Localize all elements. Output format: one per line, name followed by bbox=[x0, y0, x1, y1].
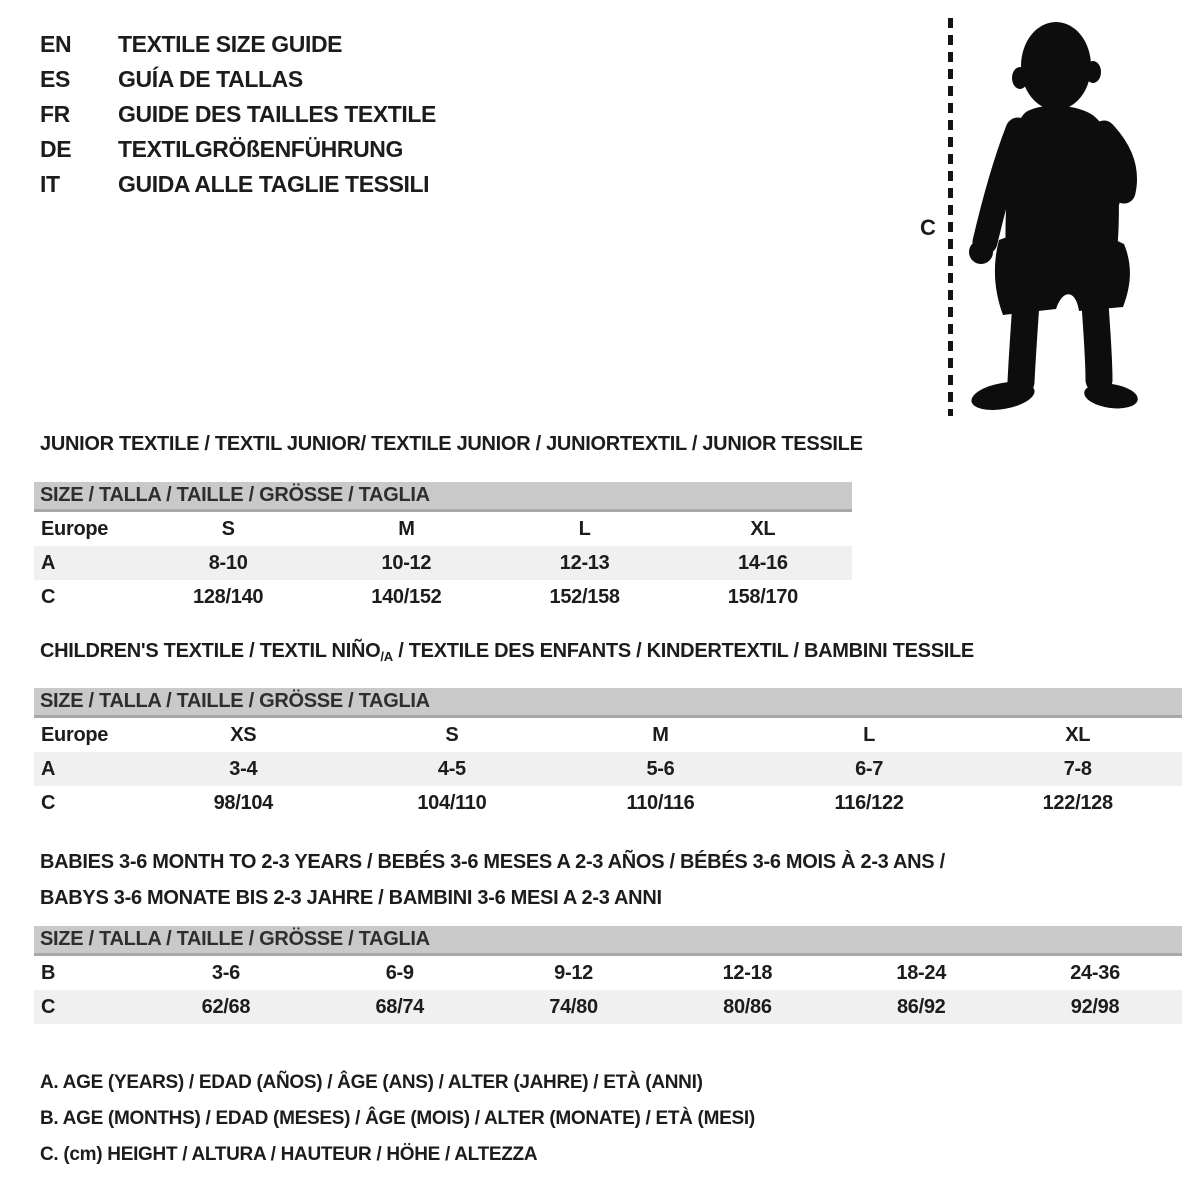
row-label: Europe bbox=[41, 724, 109, 746]
size-cell: 3-4 bbox=[229, 758, 258, 780]
size-cell: L bbox=[863, 724, 876, 746]
table-row-b bbox=[34, 956, 1182, 990]
size-cell: M bbox=[652, 724, 669, 746]
size-cell: S bbox=[221, 518, 235, 540]
measure-label-c: C bbox=[920, 215, 936, 240]
title-text: CHILDREN'S TEXTILE / TEXTIL NIÑO bbox=[40, 640, 381, 662]
size-cell: 12-18 bbox=[722, 962, 773, 984]
language-code: ES bbox=[40, 66, 70, 92]
size-cell: 68/74 bbox=[375, 996, 425, 1018]
size-cell: L bbox=[578, 518, 591, 540]
size-cell: 6-7 bbox=[855, 758, 884, 780]
size-cell: 116/122 bbox=[834, 792, 904, 814]
language-code: FR bbox=[40, 101, 70, 127]
table-row-europe bbox=[34, 512, 852, 546]
language-code: IT bbox=[40, 171, 60, 197]
language-row-it bbox=[40, 167, 436, 202]
junior-table-title: JUNIOR TEXTILE / TEXTIL JUNIOR/ TEXTILE JUNIOR / JUNIORTEXTIL / JUNIOR TESSILE bbox=[40, 433, 863, 455]
size-cell: 5-6 bbox=[646, 758, 675, 780]
size-cell: 18-24 bbox=[896, 962, 947, 984]
table-row-c bbox=[34, 990, 1182, 1024]
size-cell: 128/140 bbox=[193, 586, 264, 608]
legend-line-b: B. AGE (MONTHS) / EDAD (MESES) / ÂGE (MOIS) / ALTER (MONATE) / ETÀ (MESI) bbox=[40, 1108, 755, 1129]
row-label: B bbox=[41, 962, 56, 984]
row-label: C bbox=[41, 996, 56, 1018]
size-cell: 10-12 bbox=[381, 552, 432, 574]
size-cell: XL bbox=[750, 518, 776, 540]
babies-table-title-line2: BABYS 3-6 MONATE BIS 2-3 JAHRE / BAMBINI 3-6 MESI A 2-3 ANNI bbox=[40, 887, 662, 909]
row-label: A bbox=[41, 552, 56, 574]
language-code: EN bbox=[40, 31, 72, 57]
table-row-a bbox=[34, 752, 1182, 786]
language-title: GUIDA ALLE TAGLIE TESSILI bbox=[118, 171, 430, 197]
size-cell: M bbox=[398, 518, 415, 540]
language-title: GUIDE DES TAILLES TEXTILE bbox=[118, 101, 436, 127]
size-cell: XL bbox=[1065, 724, 1091, 746]
size-cell: 62/68 bbox=[201, 996, 251, 1018]
size-cell: 4-5 bbox=[437, 758, 466, 780]
size-cell: 14-16 bbox=[738, 552, 788, 574]
language-row-en bbox=[40, 27, 436, 62]
babies-table-title-line1: BABIES 3-6 MONTH TO 2-3 YEARS / BEBÉS 3-6 MESES A 2-3 AÑOS / BÉBÉS 3-6 MOIS À 2-3 ANS / bbox=[40, 851, 945, 873]
title-text: / TEXTILE DES ENFANTS / KINDERTEXTIL / BAMBINI TESSILE bbox=[392, 640, 974, 662]
legend-line-a: A. AGE (YEARS) / EDAD (AÑOS) / ÂGE (ANS) / ALTER (JAHRE) / ETÀ (ANNI) bbox=[40, 1072, 703, 1093]
children-table-title bbox=[40, 638, 974, 670]
size-cell: 86/92 bbox=[896, 996, 946, 1018]
size-cell: 9-12 bbox=[554, 962, 593, 984]
size-cell: 24-36 bbox=[1070, 962, 1120, 984]
language-row-fr bbox=[40, 97, 436, 132]
row-label: Europe bbox=[41, 518, 109, 540]
size-cell: 98/104 bbox=[213, 792, 273, 814]
table-row-europe bbox=[34, 718, 1182, 752]
size-cell: 110/116 bbox=[626, 792, 695, 814]
size-header-bar: SIZE / TALLA / TAILLE / GRÖSSE / TAGLIA bbox=[34, 482, 852, 512]
size-cell: 12-13 bbox=[559, 552, 610, 574]
language-code: DE bbox=[40, 136, 72, 162]
height-measure-dashed-line bbox=[948, 18, 953, 416]
size-header-bar: SIZE / TALLA / TAILLE / GRÖSSE / TAGLIA bbox=[34, 926, 1182, 956]
language-title: TEXTILE SIZE GUIDE bbox=[118, 31, 343, 57]
size-cell: S bbox=[445, 724, 459, 746]
size-cell: 140/152 bbox=[371, 586, 442, 608]
language-row-es bbox=[40, 62, 436, 97]
size-cell: 152/158 bbox=[549, 586, 620, 608]
table-row-c bbox=[34, 786, 1182, 820]
size-cell: 80/86 bbox=[723, 996, 772, 1018]
size-cell: 8-10 bbox=[208, 552, 248, 574]
size-cell: 92/98 bbox=[1070, 996, 1120, 1018]
legend-line-c: C. (cm) HEIGHT / ALTURA / HAUTEUR / HÖHE / ALTEZZA bbox=[40, 1144, 538, 1165]
size-cell: 74/80 bbox=[549, 996, 598, 1018]
size-cell: 3-6 bbox=[211, 962, 240, 984]
table-row-c bbox=[34, 580, 852, 614]
language-row-de bbox=[40, 132, 436, 167]
size-cell: 6-9 bbox=[385, 962, 414, 984]
language-title: GUÍA DE TALLAS bbox=[118, 66, 303, 92]
row-label: A bbox=[41, 758, 56, 780]
toddler-silhouette-icon bbox=[966, 18, 1138, 416]
size-cell: 104/110 bbox=[417, 792, 487, 814]
language-title: TEXTILGRÖßENFÜHRUNG bbox=[118, 136, 403, 162]
title-subscript: /A bbox=[380, 649, 393, 664]
row-label: C bbox=[41, 792, 56, 814]
table-row-a bbox=[34, 546, 852, 580]
size-header-bar: SIZE / TALLA / TAILLE / GRÖSSE / TAGLIA bbox=[34, 688, 1182, 718]
row-label: C bbox=[41, 586, 56, 608]
language-title-list bbox=[40, 27, 436, 202]
size-cell: XS bbox=[230, 724, 257, 746]
size-cell: 122/128 bbox=[1042, 792, 1113, 814]
size-cell: 158/170 bbox=[727, 586, 798, 608]
size-cell: 7-8 bbox=[1063, 758, 1092, 780]
